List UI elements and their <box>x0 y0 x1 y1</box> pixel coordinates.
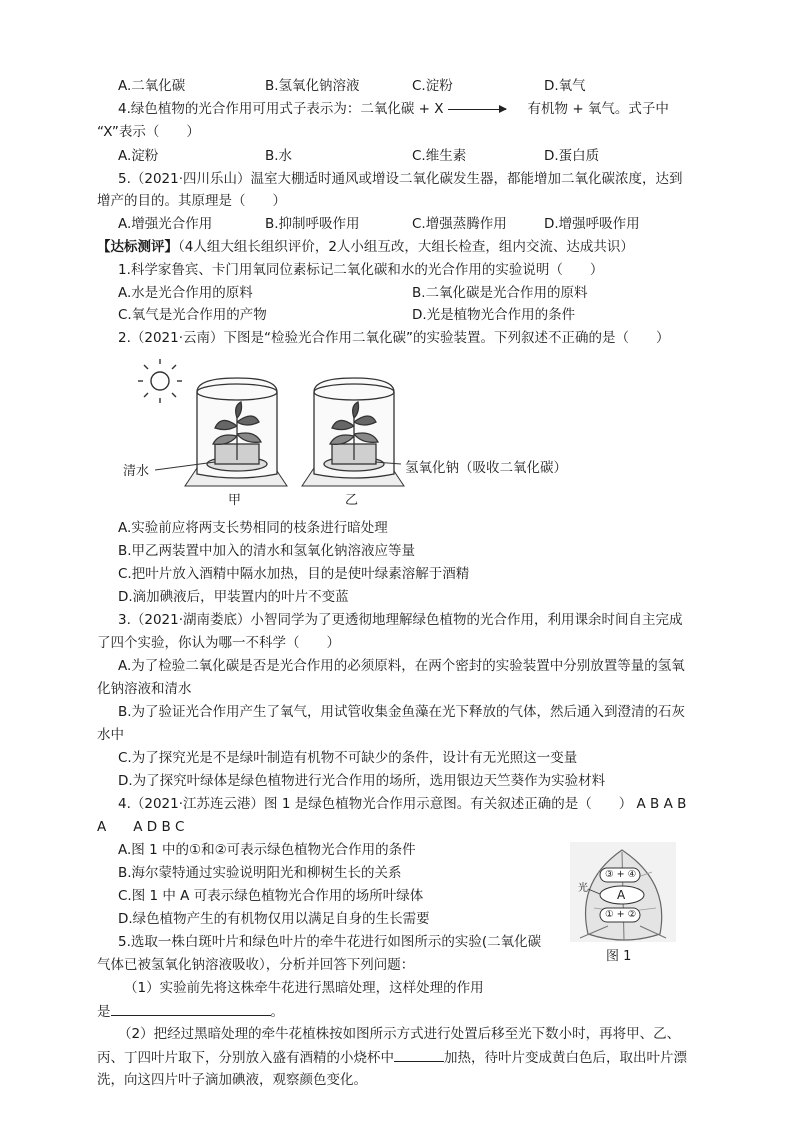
option-d: D.滴加碘液后，甲装置内的叶片不变蓝 <box>118 589 349 605</box>
option-a-cont: 化钠溶液和清水 <box>97 681 192 697</box>
question-4-stem-line2: “X”表示（ ） <box>97 124 200 140</box>
label-naoh: 氢氧化钠（吸收二氧化碳） <box>405 460 567 476</box>
option-b: B.海尔蒙特通过实验说明阳光和柳树生长的关系 <box>118 865 402 881</box>
option-d: D.光是植物光合作用的条件 <box>412 307 576 323</box>
sun-icon <box>138 359 182 403</box>
option-b: B.水 <box>265 148 293 164</box>
test-5-stem: 5.选取一株白斑叶片和绿色叶片的牵牛花进行如图所示的实验(二氧化碳 <box>118 934 542 950</box>
option-c: C.为了探究光是不是绿叶制造有机物不可缺少的条件，设计有无光照这一变量 <box>118 750 578 766</box>
option-a: A.水是光合作用的原料 <box>118 285 253 301</box>
option-b-cont: 水中 <box>97 727 124 743</box>
option-d: D.增强呼吸作用 <box>544 216 640 232</box>
option-c: C.淀粉 <box>412 78 453 94</box>
reaction-arrow <box>448 109 506 110</box>
option-a: A.二氧化碳 <box>118 78 186 94</box>
option-d: D.为了探究叶绿体是绿色植物进行光合作用的场所，选用银边天竺葵作为实验材料 <box>118 773 606 789</box>
question-4-text: 4.绿色植物的光合作用可用式子表示为：二氧化碳 + X <box>118 101 444 117</box>
experiment-apparatus-illustration <box>125 356 605 506</box>
option-d: D.绿色植物产生的有机物仅用以满足自身的生长需要 <box>118 911 430 927</box>
question-4-text-cont: 有机物 + 氧气。式子中 <box>527 101 669 117</box>
option-b: B.抑制呼吸作用 <box>265 216 360 232</box>
test-3-stem-line2: 了四个实验，你认为哪一不科学（ ） <box>97 635 340 651</box>
option-d: D.蛋白质 <box>544 148 600 164</box>
option-c: C.维生素 <box>412 148 467 164</box>
light-label: 光 <box>578 883 588 894</box>
section-description: （4人组大组长组织评价，2人小组互改，大组长检查，组内交流、达成共识） <box>178 239 634 255</box>
answer-blank-2[interactable] <box>394 1047 444 1062</box>
sub-question-2: （2）把经过黑暗处理的牵牛花植株按如图所示方式进行处置后移至光下数小时，再将甲、乙、 <box>118 1026 681 1042</box>
option-a: A.图 1 中的①和②可表示绿色植物光合作用的条件 <box>118 842 416 858</box>
test-4-stem: 4.（2021·江苏连云港）图 1 是绿色植物光合作用示意图。有关叙述正确的是（ ） A B A B <box>118 796 687 812</box>
option-a: A.增强光合作用 <box>118 216 213 232</box>
label-jar-yi: 乙 <box>345 493 359 508</box>
option-a: A.实验前应将两支长势相同的枝条进行暗处理 <box>118 520 388 536</box>
option-c: C.把叶片放入酒精中隔水加热，目的是使叶绿素溶解于酒精 <box>118 566 470 582</box>
option-d: D.氧气 <box>544 78 586 94</box>
sub-question-2-cont2: 洗，向这四片叶子滴加碘液，观察颜色变化。 <box>97 1072 367 1088</box>
option-c: C.氧气是光合作用的产物 <box>118 307 267 323</box>
figure-1 <box>570 842 676 964</box>
figure-caption: 图 1 <box>606 949 632 964</box>
option-a: A.淀粉 <box>118 148 159 164</box>
test-3-stem: 3.（2021·湖南娄底）小智同学为了更透彻地理解绿色植物的光合作用，利用课余时间自主完成 <box>118 612 683 628</box>
option-a: A.为了检验二氧化碳是否是光合作用的必须原料，在两个密封的实验装置中分别放置等量的氢氧 <box>118 658 685 674</box>
question-5-stem: 5.（2021·四川乐山）温室大棚适时通风或增设二氧化碳发生器，都能增加二氧化碳浓度，达到 <box>118 171 683 187</box>
test-2-stem: 2.（2021·云南）下图是“检验光合作用二氧化碳”的实验装置。下列叙述不正确的是（ ） <box>118 330 670 346</box>
sub-question-2-cont: 丙、丁四叶片取下，分别放入盛有酒精的小烧杯中 加热，待叶片变成黄白色后，取出叶片漂 <box>97 1047 687 1068</box>
section-header <box>97 237 634 257</box>
answer-blank-1[interactable] <box>111 1001 271 1016</box>
option-b: B.二氧化碳是光合作用的原料 <box>412 285 588 301</box>
chloroplast-label: A <box>617 888 626 902</box>
option-b: B.氢氧化钠溶液 <box>265 78 360 94</box>
sub-question-1: （1）实验前先将这株牵牛花进行黑暗处理，这样处理的作用 <box>124 980 484 996</box>
option-c: C.图 1 中 A 可表示绿色植物光合作用的场所叶绿体 <box>118 888 424 904</box>
question-5-stem-line2: 增产的目的。其原理是（ ） <box>97 193 286 209</box>
sub-question-1-cont: 是 。 <box>97 1001 284 1022</box>
label-jar-jia: 甲 <box>228 493 242 508</box>
test-4-stem-line2: A A D B C <box>97 819 185 835</box>
option-b: B.甲乙两装置中加入的清水和氢氧化钠溶液应等量 <box>118 543 416 559</box>
product-label: ③ + ④ <box>605 869 637 880</box>
section-title: 【达标测评】 <box>97 239 178 255</box>
reactant-label: ① + ② <box>605 909 637 920</box>
label-water: 清水 <box>123 464 150 479</box>
question-4-stem <box>118 99 669 119</box>
experiment-figure <box>125 356 605 506</box>
option-c: C.增强蒸腾作用 <box>412 216 507 232</box>
test-5-stem-line2: 气体已被氢氧化钠溶液吸收），分析并回答下列问题： <box>97 957 415 973</box>
test-1-stem: 1.科学家鲁宾、卡门用氧同位素标记二氧化碳和水的光合作用的实验说明（ ） <box>118 262 604 278</box>
option-b: B.为了验证光合作用产生了氧气，用试管收集金鱼藻在光下释放的气体，然后通入到澄清的石灰 <box>118 704 686 720</box>
